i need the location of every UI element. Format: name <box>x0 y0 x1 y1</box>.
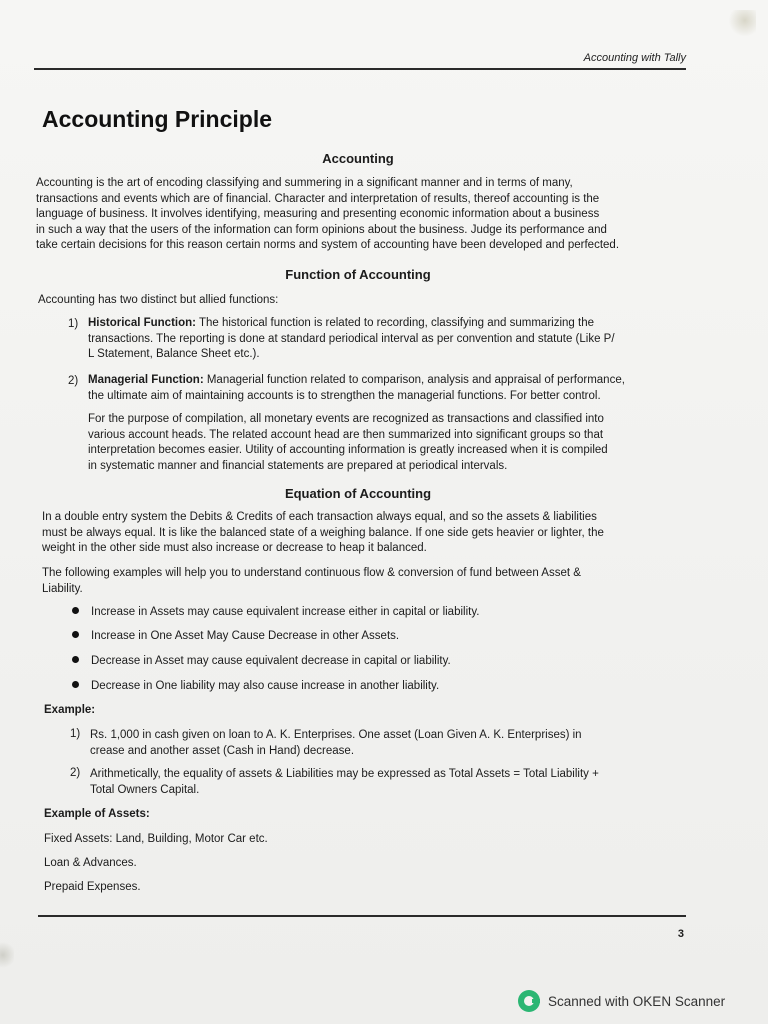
asset-item: Fixed Assets: Land, Building, Motor Car etc. <box>44 833 268 845</box>
bullet-item <box>72 629 399 644</box>
bullet-icon <box>72 631 79 638</box>
scanner-text: Scanned with OKEN Scanner <box>548 993 726 1009</box>
bullet-item <box>72 654 451 669</box>
paragraph-line: in systematic manner and financial statements are prepared at periodical intervals. <box>88 459 508 472</box>
bullet-item <box>72 679 439 694</box>
compilation-paragraph <box>88 412 684 474</box>
example-label: Example: <box>44 704 96 716</box>
paper-edge-mark <box>0 940 14 970</box>
paragraph-line: in such a way that the users of the information can form opinions about the business. Judge its performance and <box>36 223 607 236</box>
paragraph-line: take certain decisions for this reason certain norms and system of accounting have been developed and perfected. <box>36 239 620 251</box>
paragraph-line: For the purpose of compilation, all monetary events are recognized as transactions and classified into <box>88 413 604 425</box>
item-text: Managerial function related to comparison, analysis and appraisal of performance, <box>203 374 625 386</box>
item-text: The historical function is related to recording, classifying and summarizing the <box>195 317 594 329</box>
item-text: crease and another asset (Cash in Hand) decrease. <box>90 744 355 757</box>
running-header: Accounting with Tally <box>583 52 686 64</box>
list-number: 2) <box>68 375 79 387</box>
examples-intro-paragraph <box>42 566 684 597</box>
bullet-text: Increase in Assets may cause equivalent increase either in capital or liability. <box>91 606 480 618</box>
item-text: Rs. 1,000 in cash given on loan to A. K. Enterprises. One asset (Loan Given A. K. Enterprises) in <box>90 729 582 741</box>
paragraph-line: must be always equal. It is like the balanced state of a weighing balance. If one side gets heavier or lighter, the <box>42 526 604 539</box>
paragraph-line: In a double entry system the Debits & Credits of each transaction always equal, and so the assets & liabilities <box>42 511 597 523</box>
function-intro: Accounting has two distinct but allied functions: <box>38 294 279 306</box>
historical-function-item <box>88 316 684 363</box>
paragraph-line: weight in the other side must also increase or decrease to heap it balanced. <box>42 542 427 554</box>
asset-item: Loan & Advances. <box>44 857 137 869</box>
list-number: 1) <box>70 728 81 740</box>
section-heading-accounting: Accounting <box>322 151 394 166</box>
bullet-text: Decrease in One liability may also cause increase in another liability. <box>91 680 440 692</box>
header-rule <box>34 68 686 70</box>
bullet-item <box>72 605 479 620</box>
bullet-icon <box>72 656 79 663</box>
bullet-icon <box>72 607 79 614</box>
item-text: Arithmetically, the equality of assets & Liabilities may be expressed as Total Assets = Total Liability + <box>90 768 599 780</box>
example-item <box>90 767 686 798</box>
assets-example-label: Example of Assets: <box>44 808 150 820</box>
section-heading-equation: Equation of Accounting <box>284 486 432 501</box>
oken-logo-icon <box>518 990 540 1012</box>
item-text: transactions. The reporting is done at standard periodical interval as per convention and statute (Like P/ <box>88 332 615 345</box>
page-title: Accounting Principle <box>42 106 273 132</box>
paragraph-line: Liability. <box>42 582 83 595</box>
managerial-function-item <box>88 373 684 404</box>
bullet-text: Increase in One Asset May Cause Decrease in other Assets. <box>91 630 400 642</box>
footer-rule <box>38 915 686 917</box>
paragraph-line: interpretation becomes easier. Utility of accounting information is greatly increased when it is compiled <box>88 444 608 456</box>
item-label: Historical Function: <box>88 317 196 329</box>
bullet-icon <box>72 681 79 688</box>
page-number: 3 <box>677 928 684 940</box>
accounting-paragraph <box>36 176 686 254</box>
scanner-watermark <box>518 990 725 1012</box>
bullet-text: Decrease in Asset may cause equivalent decrease in capital or liability. <box>91 655 451 667</box>
item-text: Total Owners Capital. <box>90 783 200 796</box>
paper-corner-mark <box>728 10 756 36</box>
list-number: 1) <box>68 318 79 330</box>
equation-paragraph <box>42 510 684 557</box>
paragraph-line: The following examples will help you to understand continuous flow & conversion of fund between Asset & <box>42 567 581 579</box>
item-label: Managerial Function: <box>88 374 204 386</box>
asset-item: Prepaid Expenses. <box>44 881 141 893</box>
paragraph-line: transactions and events which are of financial. Character and interpretation of results, thereof accounting is the <box>36 192 600 205</box>
item-text: the ultimate aim of maintaining accounts is to strengthen the managerial functions. For better control. <box>88 389 601 402</box>
section-heading-function: Function of Accounting <box>285 267 431 282</box>
example-item <box>90 728 686 759</box>
paragraph-line: various account heads. The related account head are then summarized into significant groups so that <box>88 428 604 441</box>
paragraph-line: language of business. It involves identifying, measuring and presenting economic information about a business <box>36 208 600 220</box>
item-text: L Statement, Balance Sheet etc.). <box>88 348 260 360</box>
list-number: 2) <box>70 767 81 779</box>
paragraph-line: Accounting is the art of encoding classifying and summering in a significant manner and in terms of many, <box>36 177 573 189</box>
